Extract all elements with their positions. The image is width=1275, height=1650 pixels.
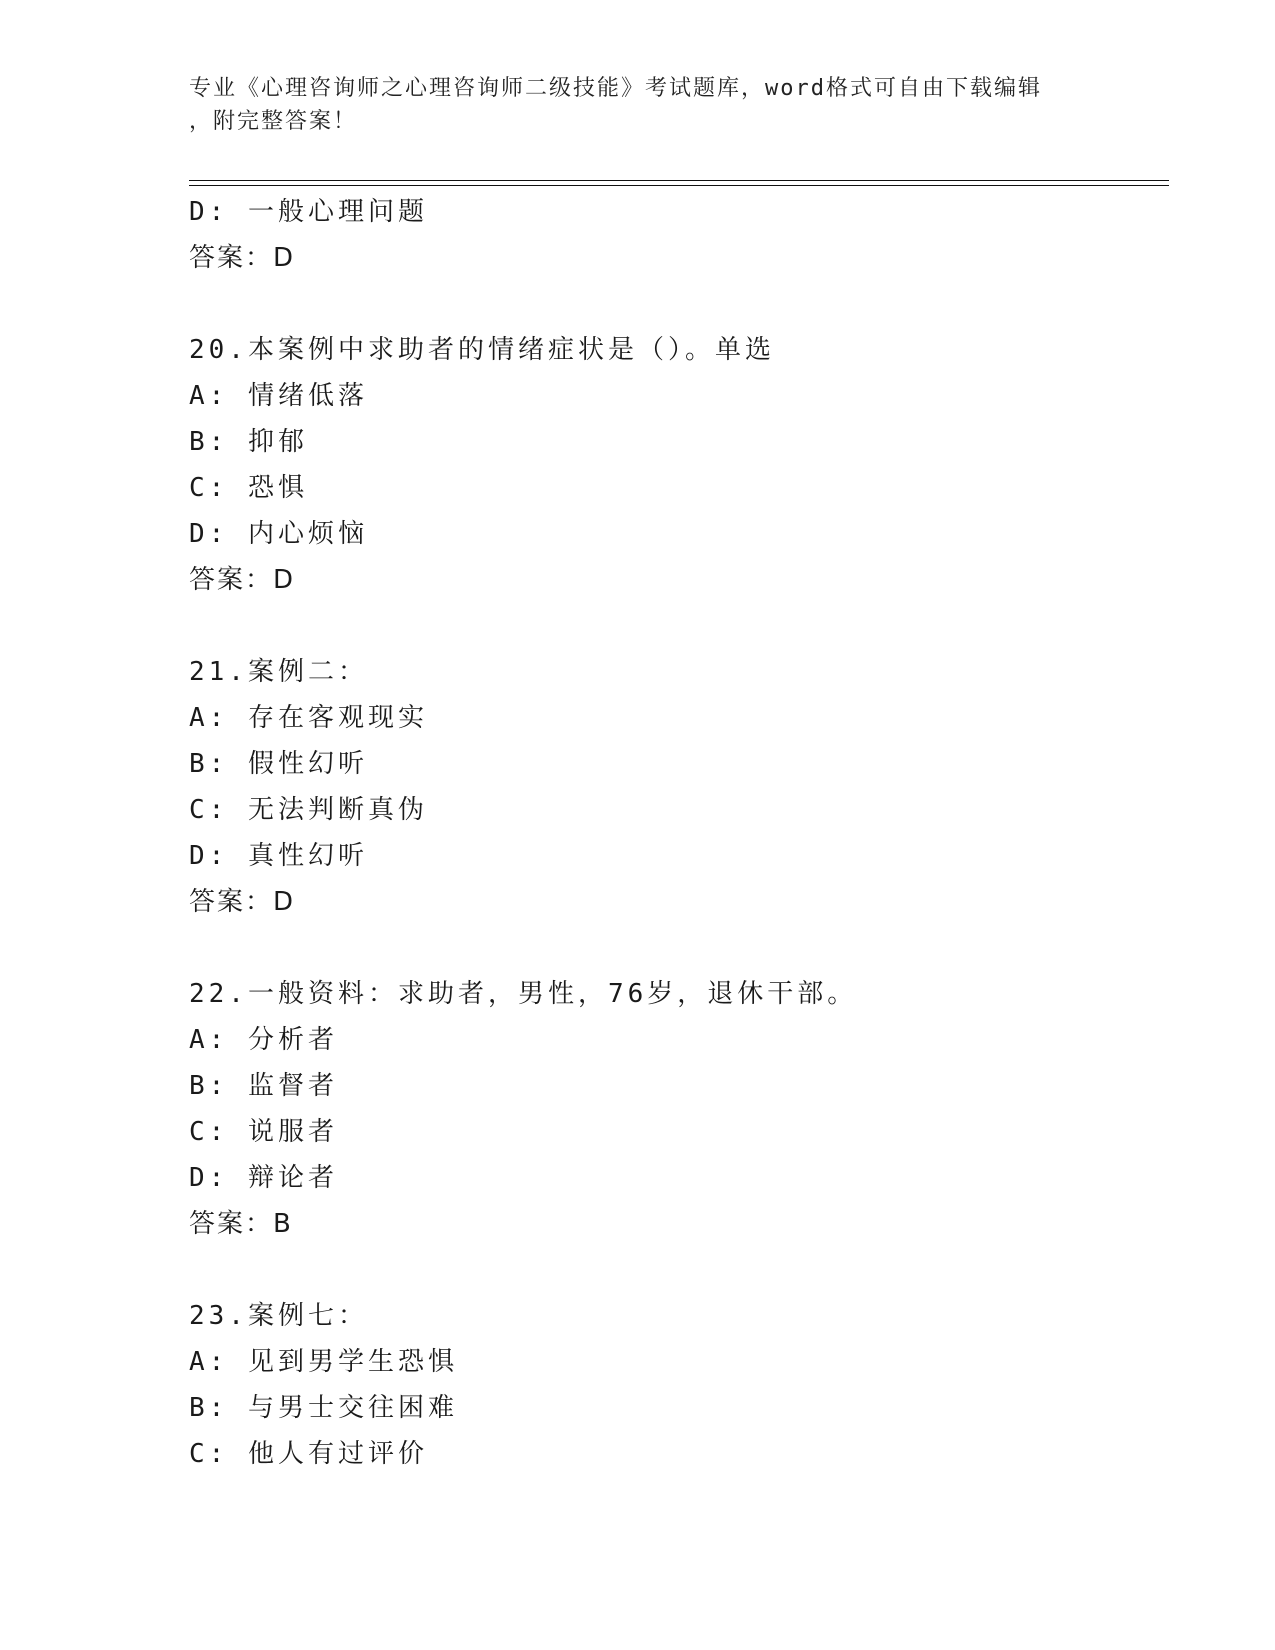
question-list bbox=[189, 189, 1169, 1477]
option-b: B: 与男士交往困难 bbox=[189, 1393, 458, 1423]
question-block-22 bbox=[189, 971, 1169, 1247]
option-c: C: 无法判断真伪 bbox=[189, 795, 428, 825]
option-a: A: 情绪低落 bbox=[189, 381, 368, 411]
answer-line: 答案：B bbox=[189, 1209, 293, 1239]
question-block-20 bbox=[189, 327, 1169, 603]
question-title: 20.本案例中求助者的情绪症状是（）。单选 bbox=[189, 335, 775, 365]
option-d: D: 辩论者 bbox=[189, 1163, 338, 1193]
option-d: D: 真性幻听 bbox=[189, 841, 368, 871]
header-line-1: 专业《心理咨询师之心理咨询师二级技能》考试题库，word格式可自由下载编辑 bbox=[189, 76, 1042, 101]
option-c: C: 恐惧 bbox=[189, 473, 308, 503]
option-d: D: 一般心理问题 bbox=[189, 197, 428, 227]
answer-line: 答案：D bbox=[189, 565, 296, 595]
header-divider-top bbox=[189, 180, 1169, 181]
question-block-21 bbox=[189, 649, 1169, 925]
answer-line: 答案：D bbox=[189, 243, 296, 273]
question-block-19-continued bbox=[189, 189, 1169, 281]
option-c: C: 说服者 bbox=[189, 1117, 338, 1147]
answer-line: 答案：D bbox=[189, 887, 296, 917]
option-b: B: 监督者 bbox=[189, 1071, 338, 1101]
header-line-2: ，附完整答案！ bbox=[189, 109, 358, 134]
document-header bbox=[189, 72, 1089, 138]
question-block-23 bbox=[189, 1293, 1169, 1477]
question-title: 23.案例七： bbox=[189, 1301, 368, 1331]
question-title: 22.一般资料：求助者，男性，76岁，退休干部。 bbox=[189, 979, 858, 1009]
option-a: A: 见到男学生恐惧 bbox=[189, 1347, 458, 1377]
option-b: B: 假性幻听 bbox=[189, 749, 368, 779]
option-c: C: 他人有过评价 bbox=[189, 1439, 428, 1469]
option-b: B: 抑郁 bbox=[189, 427, 308, 457]
option-d: D: 内心烦恼 bbox=[189, 519, 368, 549]
option-a: A: 分析者 bbox=[189, 1025, 338, 1055]
option-a: A: 存在客观现实 bbox=[189, 703, 428, 733]
question-title: 21.案例二： bbox=[189, 657, 368, 687]
header-divider-bottom bbox=[189, 185, 1169, 186]
